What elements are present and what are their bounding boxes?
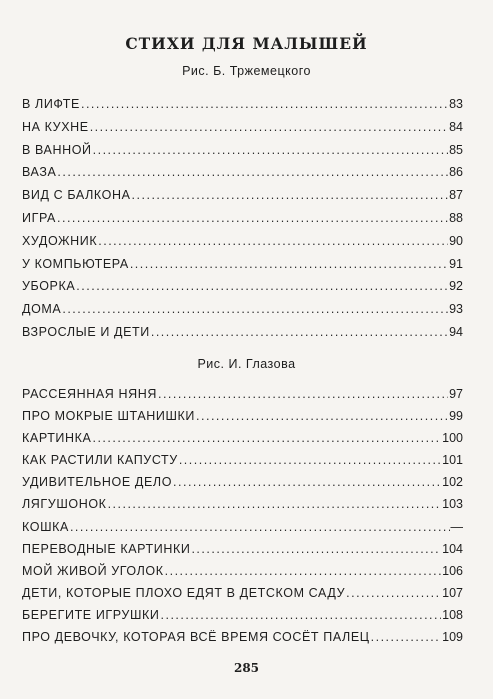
toc-list-2 — [22, 387, 463, 652]
toc-entry-title: КОШКА — [22, 519, 69, 534]
toc-entry — [22, 165, 463, 188]
dot-leader — [98, 234, 448, 248]
toc-entry — [22, 542, 463, 564]
toc-entry-title: УДИВИТЕЛЬНОЕ ДЕЛО — [22, 475, 173, 490]
toc-entry-page: 83 — [449, 97, 463, 111]
toc-entry-page: 106 — [442, 563, 463, 578]
toc-entry-title: КАРТИНКА — [22, 431, 92, 446]
toc-entry-page: 85 — [449, 142, 463, 157]
toc-entry-page: 101 — [442, 453, 463, 468]
toc-entry — [22, 279, 463, 302]
toc-entry-page: — — [450, 519, 463, 534]
toc-entry — [22, 630, 463, 652]
section-title: СТИХИ ДЛЯ МАЛЫШЕЙ — [125, 34, 368, 53]
toc-entry-title: ВЗРОСЛЫЕ И ДЕТИ — [22, 324, 150, 339]
illustrator-credit-1: Рис. Б. Тржемецкого — [182, 64, 311, 78]
dot-leader — [191, 542, 441, 556]
toc-entry-title: ИГРА — [22, 210, 56, 225]
toc-entry — [22, 188, 463, 211]
toc-entry — [22, 586, 463, 608]
dot-leader — [90, 120, 448, 134]
dot-leader — [81, 97, 448, 111]
toc-entry — [22, 564, 463, 586]
toc-entry-title: ДОМА — [22, 302, 62, 317]
toc-entry-page: 93 — [449, 302, 463, 317]
dot-leader — [70, 520, 450, 534]
toc-entry — [22, 431, 463, 453]
toc-entry-page: 91 — [449, 256, 463, 271]
dot-leader — [161, 608, 442, 622]
toc-entry-page: 90 — [449, 233, 463, 248]
toc-entry-title: УБОРКА — [22, 279, 76, 294]
dot-leader — [132, 188, 449, 202]
toc-entry-page: 99 — [449, 409, 463, 424]
toc-entry-title: ВИД С БАЛКОНА — [22, 188, 131, 203]
page-number: 285 — [233, 661, 260, 675]
dot-leader — [62, 302, 448, 316]
dot-leader — [92, 431, 441, 445]
toc-entry — [22, 325, 463, 348]
toc-entry-page: 97 — [449, 387, 463, 401]
toc-entry-title: МОЙ ЖИВОЙ УГОЛОК — [22, 563, 164, 578]
dot-leader — [179, 453, 441, 467]
toc-entry-title: В ЛИФТЕ — [22, 97, 80, 111]
toc-entry-page: 94 — [449, 324, 463, 339]
dot-leader — [346, 586, 441, 600]
toc-entry — [22, 387, 463, 409]
toc-entry-page: 102 — [442, 475, 463, 490]
toc-entry-page: 104 — [442, 541, 463, 556]
dot-leader — [371, 630, 442, 644]
toc-entry — [22, 143, 463, 166]
toc-entry-page: 108 — [442, 607, 463, 622]
toc-entry-title: КАК РАСТИЛИ КАПУСТУ — [22, 453, 178, 468]
dot-leader — [196, 409, 448, 423]
toc-entry-title: В ВАННОЙ — [22, 142, 92, 157]
dot-leader — [173, 475, 441, 489]
toc-entry — [22, 608, 463, 630]
toc-entry — [22, 497, 463, 519]
toc-entry — [22, 453, 463, 475]
toc-entry-page: 84 — [449, 119, 463, 134]
toc-entry-page: 100 — [442, 431, 463, 446]
dot-leader — [93, 143, 448, 157]
dot-leader — [108, 497, 442, 511]
toc-entry-page: 88 — [449, 210, 463, 225]
dot-leader — [57, 211, 448, 225]
toc-entry — [22, 120, 463, 143]
toc-entry-title: ДЕТИ, КОТОРЫЕ ПЛОХО ЕДЯТ В ДЕТСКОМ САДУ — [22, 585, 346, 600]
toc-entry — [22, 97, 463, 120]
dot-leader — [76, 279, 448, 293]
toc-entry-title: ПРО МОКРЫЕ ШТАНИШКИ — [22, 409, 196, 424]
dot-leader — [165, 564, 442, 578]
toc-entry-title: ХУДОЖНИК — [22, 233, 98, 248]
toc-entry-title: ЛЯГУШОНОК — [22, 497, 107, 512]
toc-entry-title: ПЕРЕВОДНЫЕ КАРТИНКИ — [22, 541, 191, 556]
toc-entry-page: 87 — [449, 188, 463, 203]
toc-entry-title: У КОМПЬЮТЕРА — [22, 256, 129, 271]
toc-entry — [22, 409, 463, 431]
toc-entry — [22, 211, 463, 234]
toc-entry-title: БЕРЕГИТЕ ИГРУШКИ — [22, 607, 160, 622]
toc-entry-title: ПРО ДЕВОЧКУ, КОТОРАЯ ВСЁ ВРЕМЯ СОСЁТ ПАЛЕЦ — [22, 630, 370, 645]
toc-entry — [22, 520, 463, 542]
toc-entry-page: 109 — [442, 630, 463, 645]
toc-entry — [22, 302, 463, 325]
toc-entry-page: 86 — [449, 165, 463, 180]
dot-leader — [151, 325, 448, 339]
toc-entry-title: РАССЕЯННАЯ НЯНЯ — [22, 387, 157, 401]
toc-entry-title: НА КУХНЕ — [22, 119, 89, 134]
toc-entry-title: ВАЗА — [22, 165, 57, 180]
dot-leader — [57, 165, 448, 179]
toc-entry — [22, 234, 463, 257]
toc-list-1 — [22, 97, 463, 348]
illustrator-credit-2: Рис. И. Глазова — [197, 357, 296, 371]
toc-entry — [22, 475, 463, 497]
toc-entry — [22, 257, 463, 280]
toc-entry-page: 103 — [442, 497, 463, 512]
dot-leader — [130, 257, 448, 271]
toc-entry-page: 107 — [442, 585, 463, 600]
toc-entry-page: 92 — [449, 279, 463, 294]
dot-leader — [158, 387, 448, 401]
